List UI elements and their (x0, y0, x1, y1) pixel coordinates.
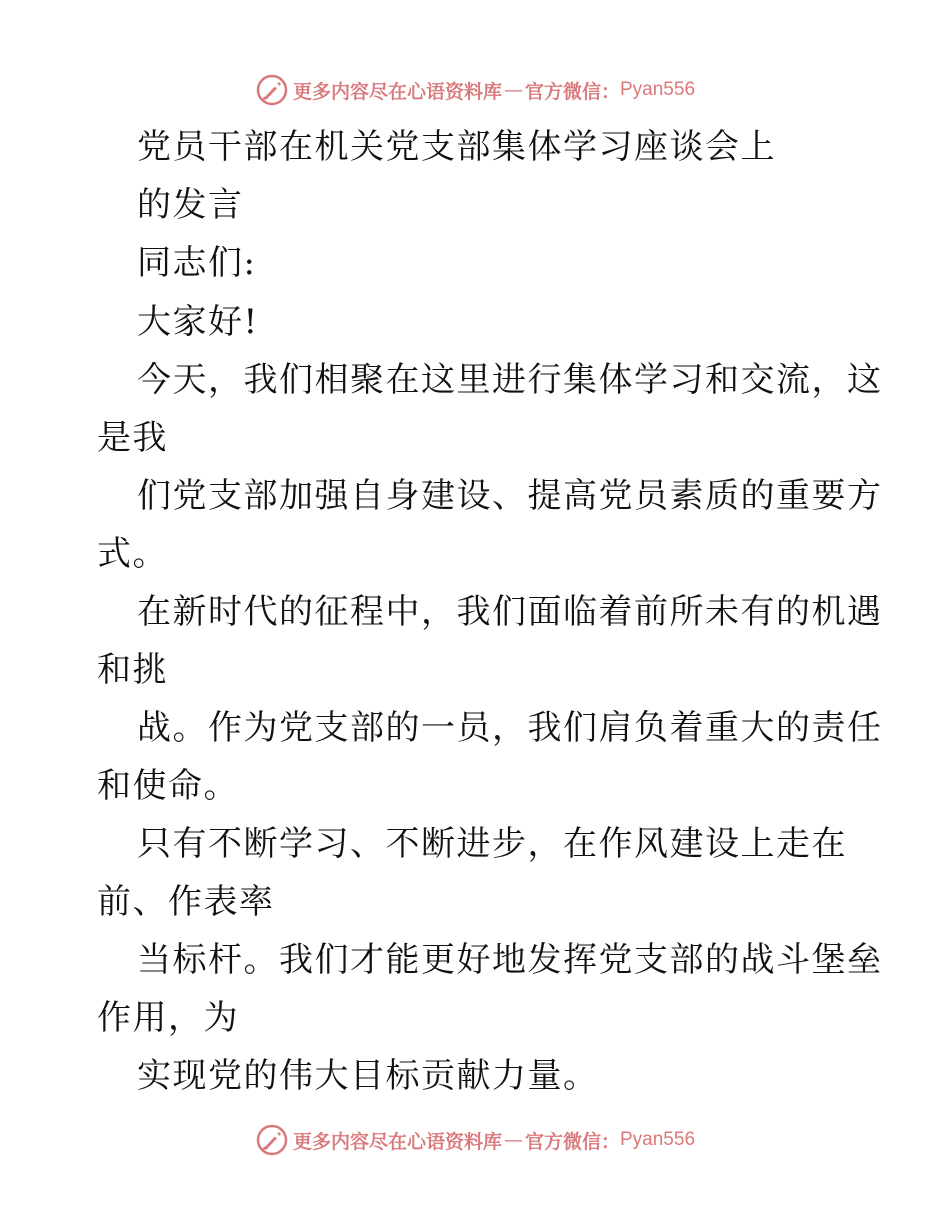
paragraph-line: 是我 (97, 418, 168, 458)
paragraph-line: 作用，为 (97, 998, 239, 1038)
document-title-line-2: 的发言 (137, 185, 244, 225)
watermark-wechat-label: 官方微信： (524, 1130, 620, 1153)
paragraph-line: 和挑 (97, 650, 168, 690)
paragraph-line: 战。作为党支部的一员，我们肩负着重大的责任 (137, 708, 883, 748)
watermark-text: 更多内容尽在心语资料库 (292, 1130, 502, 1153)
watermark-separator: — (503, 1129, 523, 1151)
watermark-header (0, 70, 950, 110)
watermark-wechat-id: Pyan556 (620, 79, 696, 100)
salutation: 同志们: (137, 243, 257, 283)
paragraph-line: 实现党的伟大目标贡献力量。 (137, 1056, 599, 1096)
greeting: 大家好! (137, 302, 259, 342)
paragraph-line: 们党支部加强自身建设、提高党员素质的重要方 (137, 476, 883, 516)
paragraph-line: 在新时代的征程中，我们面临着前所未有的机遇 (137, 592, 883, 632)
paragraph-line: 式。 (97, 534, 168, 574)
paragraph-line: 只有不断学习、不断进步，在作风建设上走在 (137, 824, 847, 864)
watermark-wechat-label: 官方微信： (524, 80, 620, 103)
document-title-line-1: 党员干部在机关党支部集体学习座谈会上 (137, 127, 776, 167)
paragraph-line: 当标杆。我们才能更好地发挥党支部的战斗堡垒 (137, 940, 883, 980)
paragraph-line: 今天，我们相聚在这里进行集体学习和交流，这 (137, 360, 883, 400)
watermark-wechat-id: Pyan556 (620, 1129, 696, 1150)
watermark-text: 更多内容尽在心语资料库 (292, 80, 502, 103)
feather-pen-icon (255, 73, 289, 107)
watermark-separator: — (503, 79, 523, 101)
feather-pen-icon (255, 1123, 289, 1157)
paragraph-line: 前、作表率 (97, 882, 275, 922)
watermark-footer (0, 1120, 950, 1160)
paragraph-line: 和使命。 (97, 766, 239, 806)
